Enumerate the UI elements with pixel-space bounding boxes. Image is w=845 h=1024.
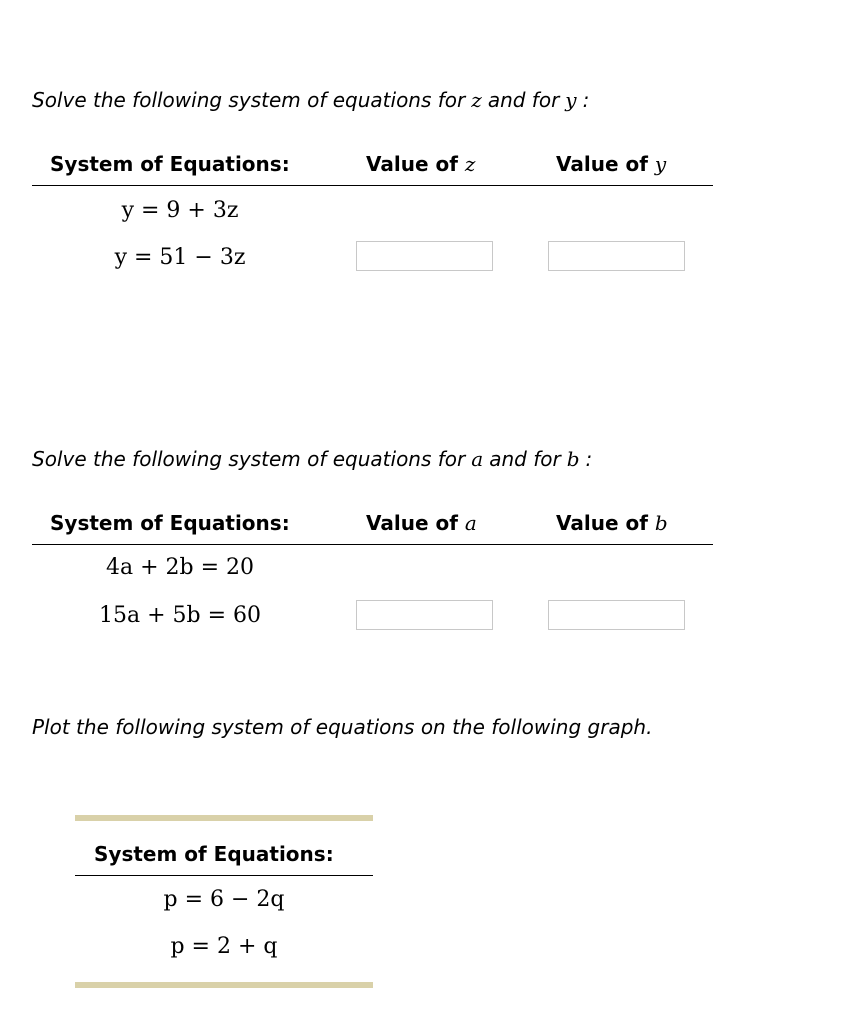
- section2-equation-2: 15a + 5b = 60: [98, 603, 262, 628]
- section2-prompt-suffix: :: [585, 447, 593, 471]
- section3-bottom-bar: [75, 982, 373, 988]
- section3-header-rule: [75, 875, 373, 876]
- section2-col-var1-header: [366, 511, 477, 535]
- section2-col-var2-symbol: b: [654, 511, 668, 535]
- section2-col-var1-symbol: a: [464, 511, 477, 535]
- section3-equation-2: p = 2 + q: [170, 934, 278, 959]
- section1-answer-var1-input[interactable]: [356, 241, 493, 271]
- section1-equation-2: y = 51 − 3z: [114, 245, 246, 270]
- section2-answer-var2-input[interactable]: [548, 600, 685, 630]
- section1-equation-1: y = 9 + 3z: [121, 198, 239, 223]
- section2-col-var2-header: [556, 511, 668, 535]
- section2-col-var1-prefix: Value of: [366, 511, 458, 535]
- section3-prompt: Plot the following system of equations on the following graph.: [32, 715, 653, 739]
- section1-col-var2-header: [556, 152, 666, 176]
- section1-prompt-suffix: :: [582, 88, 590, 112]
- section1-col-var1-header: [366, 152, 475, 176]
- section2-answer-var1-input[interactable]: [356, 600, 493, 630]
- section1-col-var2-symbol: y: [654, 152, 667, 176]
- section1-prompt: [32, 88, 589, 112]
- section1-prompt-text: Solve the following system of equations for: [32, 88, 466, 112]
- section2-prompt-var1: a: [471, 447, 484, 471]
- section2-prompt-var2: b: [566, 447, 580, 471]
- section2-col-system-header: System of Equations:: [50, 511, 290, 535]
- section2-equation-1: 4a + 2b = 20: [105, 555, 255, 580]
- section2-prompt: [32, 447, 592, 471]
- section1-header-rule: [32, 185, 713, 186]
- section1-answer-var2-input[interactable]: [548, 241, 685, 271]
- section3-equation-1: p = 6 − 2q: [163, 887, 285, 912]
- section2-prompt-text: Solve the following system of equations for: [32, 447, 466, 471]
- section2-header-rule: [32, 544, 713, 545]
- section1-col-var2-prefix: Value of: [556, 152, 648, 176]
- section1-prompt-mid: and for: [487, 88, 560, 112]
- section1-col-system-header: System of Equations:: [50, 152, 290, 176]
- section2-prompt-mid: and for: [489, 447, 561, 471]
- section2-col-var2-prefix: Value of: [556, 511, 648, 535]
- section3-top-bar: [75, 815, 373, 821]
- section1-col-var1-symbol: z: [464, 152, 476, 176]
- section3-col-system-header: System of Equations:: [94, 842, 334, 866]
- section1-prompt-var2: y: [565, 88, 577, 112]
- section1-prompt-var1: z: [471, 88, 482, 112]
- section1-col-var1-prefix: Value of: [366, 152, 458, 176]
